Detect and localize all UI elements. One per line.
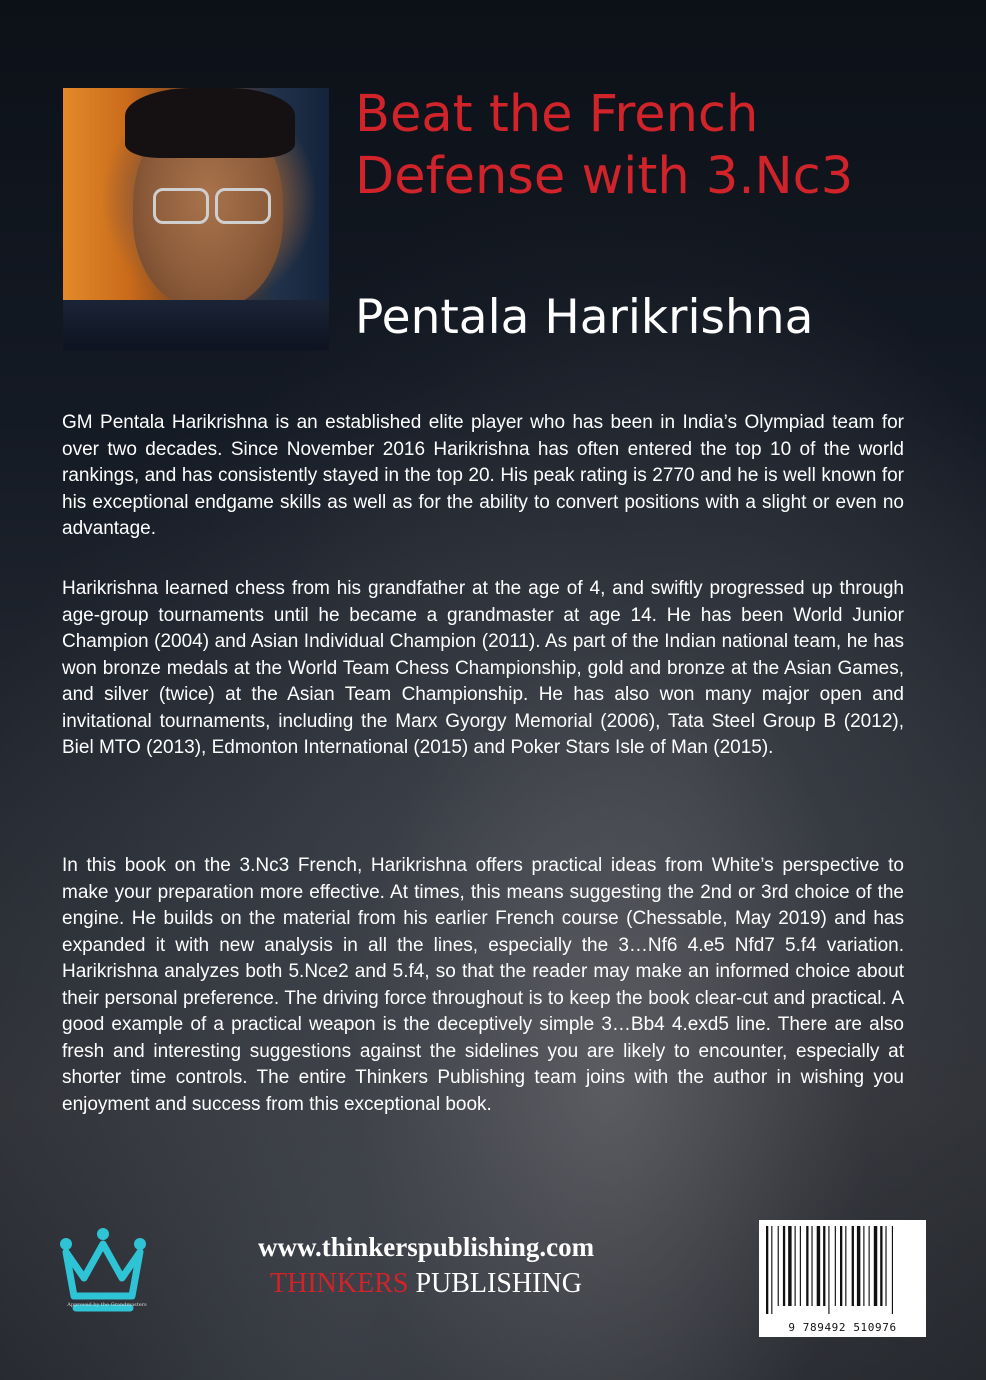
- barcode-bar: [840, 1226, 842, 1306]
- publisher-name: [270, 1266, 582, 1302]
- author-portrait: [63, 88, 329, 350]
- barcode-bar: [885, 1226, 886, 1306]
- logo-caption: Approved by the Grandmasters: [67, 1302, 147, 1308]
- publisher-word-thinkers: THINKERS: [270, 1268, 409, 1299]
- isbn-barcode: [759, 1220, 926, 1337]
- blurb-paragraph-1: GM Pentala Harikrishna is an established elite player who has been in India’s Olympiad team for over two decades. Since November 2016 Harikrishna has often entered the top 10 of the world rankings, and has consistently stayed in the top 20. His peak rating is 2770 and he is well known for his exceptional endgame skills as well as for the ability to convert positions with a slight or even no advantage.: [62, 412, 904, 539]
- title-line-2: Defense with 3.Nc3: [355, 147, 854, 206]
- barcode-bar: [869, 1226, 870, 1306]
- publisher-website[interactable]: www.thinkerspublishing.com: [258, 1232, 595, 1262]
- barcode-bar: [857, 1226, 860, 1306]
- barcode-bar: [823, 1226, 825, 1306]
- barcode-bar: [788, 1226, 791, 1306]
- barcode-bars: [764, 1226, 921, 1314]
- barcode-bar: [863, 1226, 864, 1306]
- barcode-bar: [874, 1226, 877, 1306]
- barcode-bar: [852, 1226, 854, 1306]
- barcode-bar: [835, 1226, 836, 1306]
- barcode-bar: [806, 1226, 808, 1306]
- barcode-bar: [766, 1226, 768, 1314]
- barcode-bar: [845, 1226, 846, 1306]
- title-line-1: Beat the French: [355, 85, 759, 144]
- author-name: Pentala Harikrishna: [355, 290, 814, 345]
- barcode-bar: [892, 1226, 893, 1314]
- barcode-bar: [800, 1226, 801, 1306]
- isbn-digits: 9 789492 510976: [788, 1321, 897, 1334]
- blurb-paragraph-3: In this book on the 3.Nc3 French, Harikrishna offers practical ideas from White’s perspective to make your preparation more effective. At times, this means suggesting the 2nd or 3rd choice of the engine. He builds on the material from his earlier French course (Chessable, May 2019) and has expanded it with new analysis in all the lines, especially the 3…Nf6 4.e5 Nfd7 5.f4 variation. Harikrishna analyzes both 5.Nce2 and 5.f4, so that the reader may make an informed choice about their personal preference. The driving force throughout is to keep the book clear-cut and practical. A good example of a practical weapon is the deceptively simple 3…Bb4 4.exd5 line. There are also fresh and interesting suggestions against the sidelines you are likely to encounter, especially at shorter time controls. The entire Thinkers Publishing team joins with the author in wishing you enjoyment and success from this exceptional book.: [62, 855, 904, 1115]
- book-title: [355, 84, 853, 208]
- barcode-bar: [880, 1226, 882, 1306]
- barcode-bar: [828, 1226, 829, 1314]
- barcode-bar: [771, 1226, 772, 1314]
- portrait-hair: [125, 88, 295, 158]
- barcode-bar: [817, 1226, 820, 1306]
- portrait-glasses-left: [153, 188, 209, 224]
- blurb-paragraph-2: Harikrishna learned chess from his grandfather at the age of 4, and swiftly progressed up through age-group tournaments until he became a grandmaster at age 14. He has been World Junior Champion (2004) and Asian Individual Champion (2011). As part of the Indian national team, he has won bronze medals at the World Team Chess Championship, gold and bronze at the Asian Games, and silver (twice) at the Asian Team Championship. He has also won many major open and invitational tournaments, including the Marx Gyorgy Memorial (2006), Tata Steel Group B (2012), Biel MTO (2013), Edmonton International (2015) and Poker Stars Isle of Man (2015).: [62, 578, 904, 758]
- portrait-jacket: [63, 300, 329, 350]
- barcode-bar: [778, 1226, 779, 1306]
- barcode-bar: [811, 1226, 812, 1306]
- portrait-glasses-right: [215, 188, 271, 224]
- barcode-bar: [795, 1226, 796, 1306]
- publisher-word-publishing: PUBLISHING: [415, 1268, 582, 1299]
- barcode-bar: [783, 1226, 785, 1306]
